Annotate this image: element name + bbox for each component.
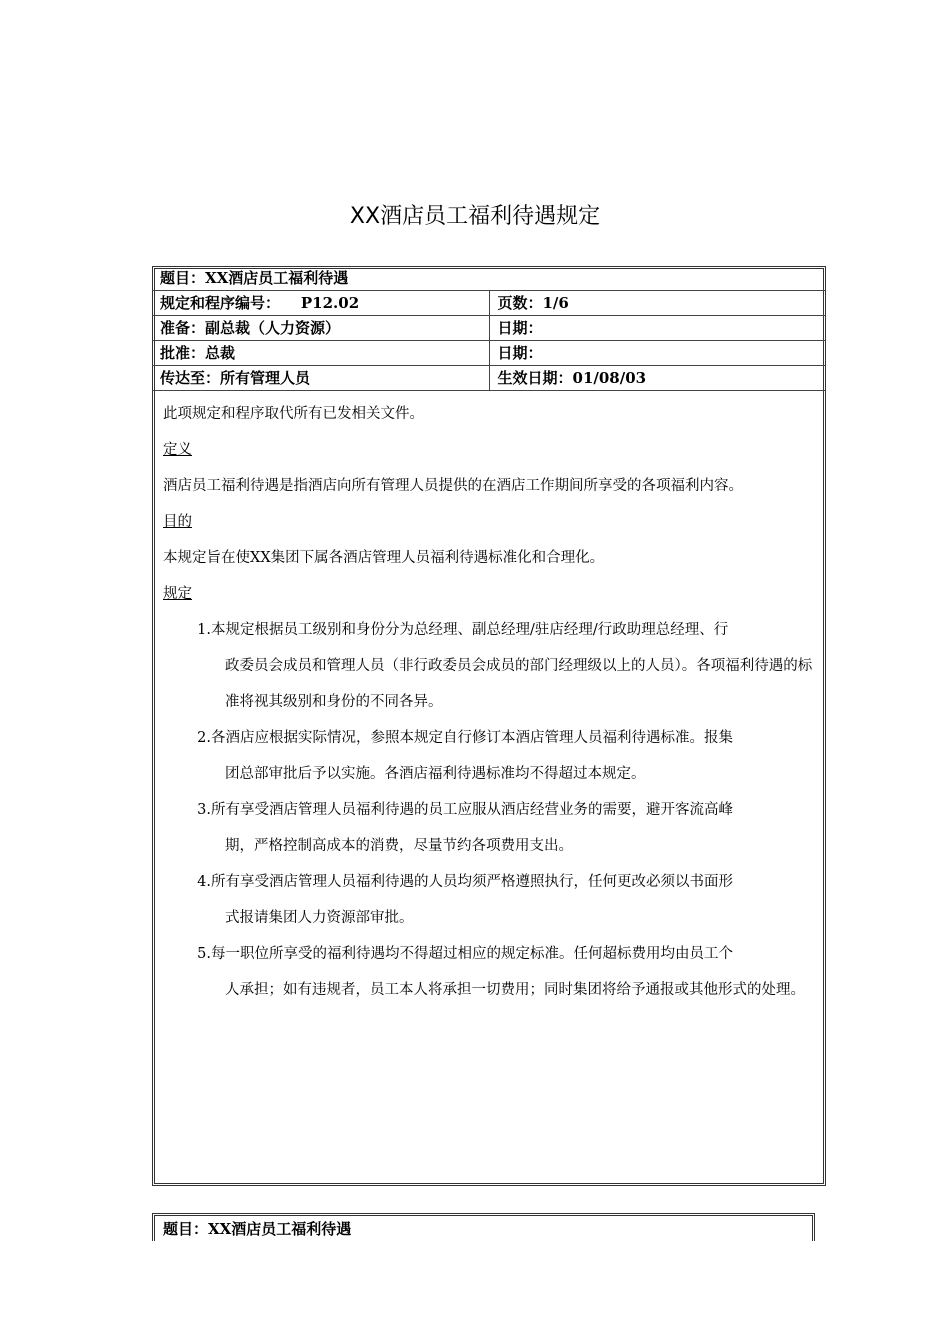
prepared-date-cell: 日期：	[489, 316, 826, 341]
approved-cell: 批准：总裁	[152, 341, 489, 366]
intro-text: 此项规定和程序取代所有已发相关文件。	[163, 406, 424, 422]
rule-continuation: 人承担；如有违规者，员工本人将承担一切费用；同时集团将给予通报或其他形式的处理。	[225, 982, 805, 998]
definition-heading: 定义	[163, 442, 192, 458]
rule-number: 4.	[197, 874, 211, 890]
rule-continuation: 式报请集团人力资源部审批。	[225, 910, 414, 926]
rule-number: 2.	[197, 730, 211, 746]
approved-date-cell: 日期：	[489, 341, 826, 366]
header-table	[152, 266, 826, 391]
rule-first-line: 所有享受酒店管理人员福利待遇的人员均须严格遵照执行，任何更改必须以书面形	[211, 874, 733, 890]
subject-cell: 题目：XX酒店员工福利待遇	[152, 266, 826, 291]
prepared-cell: 准备：副总裁（人力资源）	[152, 316, 489, 341]
code-label: 规定和程序编号：	[160, 294, 281, 312]
code-cell	[152, 291, 489, 316]
rule-item	[163, 936, 818, 1008]
rule-continuation: 团总部审批后予以实施。各酒店福利待遇标准均不得超过本规定。	[225, 766, 646, 782]
rule-continuation: 政委员会成员和管理人员（非行政委员会成员的部门经理级以上的人员）。各项福利待遇的标准将视其级别和身份的不同各异。	[225, 658, 813, 710]
document-title: XX酒店员工福利待遇规定	[349, 204, 601, 229]
header-row-approved	[152, 341, 826, 366]
rule-number: 3.	[197, 802, 211, 818]
rule-text	[211, 612, 818, 720]
purpose-heading: 目的	[163, 514, 192, 530]
header-row-subject	[152, 266, 826, 291]
rule-item	[163, 864, 818, 936]
next-page-subject: 题目：XX酒店员工福利待遇	[163, 1220, 352, 1238]
rule-number: 5.	[197, 946, 211, 962]
rule-continuation: 期，严格控制高成本的消费，尽量节约各项费用支出。	[225, 838, 573, 854]
header-row-prepared	[152, 316, 826, 341]
document-body	[163, 396, 818, 1008]
distribution-cell: 传达至：所有管理人员	[152, 366, 489, 391]
rule-item	[163, 720, 818, 792]
rule-text	[211, 792, 818, 864]
definition-text: 酒店员工福利待遇是指酒店向所有管理人员提供的在酒店工作期间所享受的各项福利内容。	[163, 478, 743, 494]
header-row-distribution	[152, 366, 826, 391]
rule-text	[211, 720, 818, 792]
rule-item	[163, 792, 818, 864]
rule-first-line: 每一职位所享受的福利待遇均不得超过相应的规定标准。任何超标费用均由员工个	[211, 946, 733, 962]
rule-text	[211, 936, 818, 1008]
rule-text	[211, 864, 818, 936]
rule-item	[163, 612, 818, 720]
rules-heading: 规定	[163, 586, 192, 602]
rule-first-line: 各酒店应根据实际情况，参照本规定自行修订本酒店管理人员福利待遇标准。报集	[211, 730, 733, 746]
rule-first-line: 本规定根据员工级别和身份分为总经理、副总经理/驻店经理/行政助理总经理、行	[211, 622, 729, 638]
header-row-code	[152, 291, 826, 316]
rule-number: 1.	[197, 622, 211, 638]
rule-first-line: 所有享受酒店管理人员福利待遇的员工应服从酒店经营业务的需要，避开客流高峰	[211, 802, 733, 818]
effective-date-cell: 生效日期：01/08/03	[489, 366, 826, 391]
pages-cell: 页数：1/6	[489, 291, 826, 316]
purpose-text: 本规定旨在使XX集团下属各酒店管理人员福利待遇标准化和合理化。	[163, 550, 605, 566]
code-value: P12.02	[300, 294, 360, 312]
